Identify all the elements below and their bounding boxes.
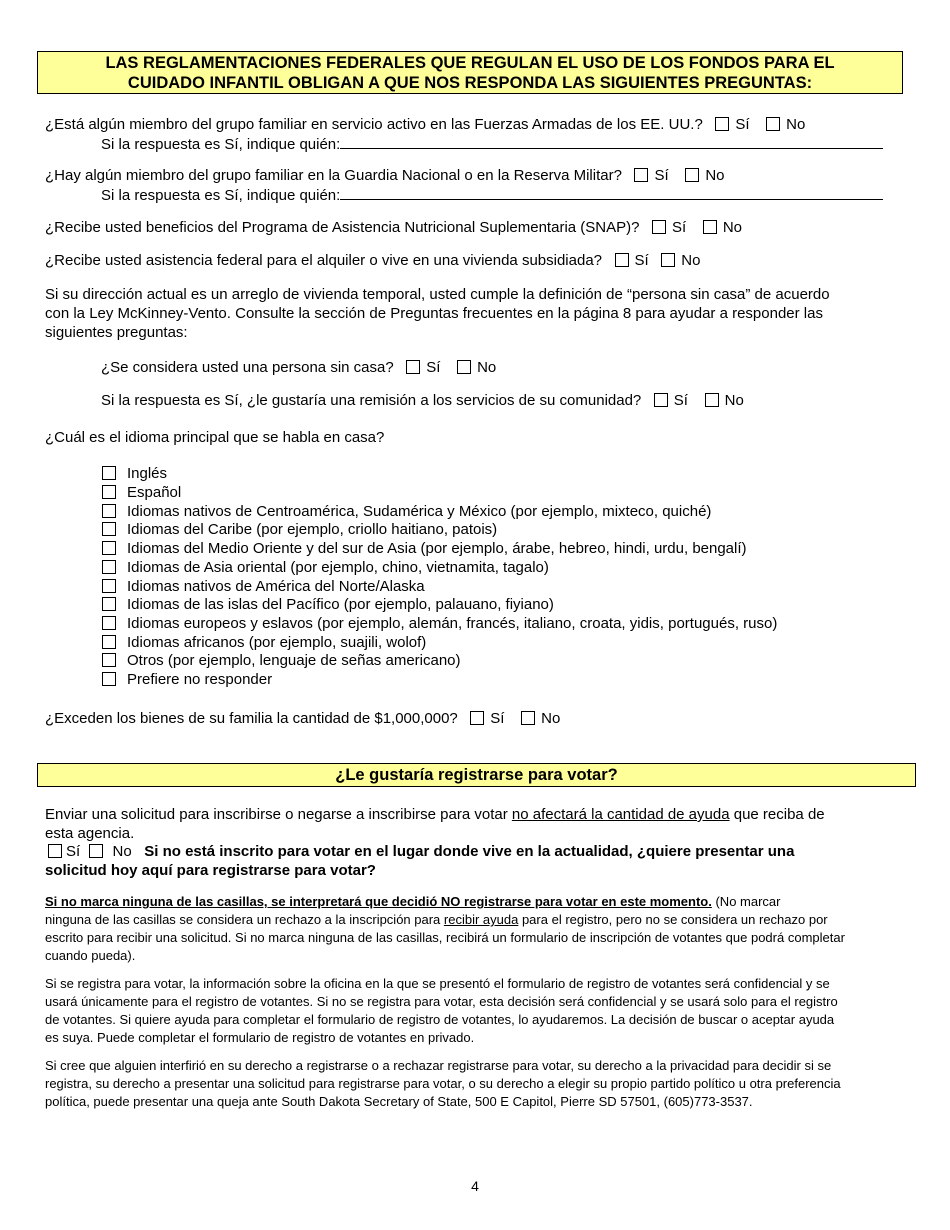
language-option[interactable]	[102, 652, 461, 671]
language-option[interactable]	[102, 578, 425, 597]
vote-intro-paragraph	[45, 805, 825, 843]
guard-no-checkbox[interactable]	[685, 168, 699, 182]
language-checkbox[interactable]	[102, 522, 116, 536]
language-checkbox[interactable]	[102, 672, 116, 686]
housing-yes-checkbox[interactable]	[615, 253, 629, 267]
language-option[interactable]	[102, 521, 497, 540]
housing-question-text: ¿Recibe usted asistencia federal para el alquiler o vive en una vivienda subsidiada?	[45, 252, 603, 269]
yes-label: Sí	[671, 219, 687, 236]
military-who-field[interactable]	[340, 134, 883, 149]
language-label: Prefiere no responder	[127, 671, 273, 688]
language-label: Idiomas nativos de América del Norte/Alaska	[127, 578, 425, 595]
guard-question-text: ¿Hay algún miembro del grupo familiar en la Guardia Nacional o en la Reserva Militar?	[45, 167, 622, 184]
complaint-paragraph	[45, 1057, 915, 1111]
language-checkbox[interactable]	[102, 541, 116, 555]
no-label: No	[681, 252, 701, 269]
language-checkbox[interactable]	[102, 635, 116, 649]
guard-followup-row	[101, 185, 883, 205]
yes-label: Sí	[673, 392, 688, 409]
no-label: No	[724, 392, 744, 409]
snap-question-row	[45, 218, 742, 237]
homeless-intro-line-2: con la Ley McKinney-Vento. Consulte la sección de Preguntas frecuentes en la página 8 para ayudar a responder las	[45, 305, 823, 322]
snap-question-text: ¿Recibe usted beneficios del Programa de Asistencia Nutricional Suplementaria (SNAP)?	[45, 219, 640, 236]
yes-label: Sí	[426, 359, 441, 376]
no-label: No	[477, 359, 497, 376]
federal-regulations-header	[37, 51, 903, 94]
warning-text: ninguna de las casillas se considera un rechazo a la inscripción para	[45, 912, 444, 927]
assets-no-checkbox[interactable]	[521, 711, 535, 725]
language-option[interactable]	[102, 671, 272, 690]
language-option[interactable]	[102, 615, 777, 634]
language-label: Español	[127, 484, 182, 501]
yes-label: Sí	[634, 252, 649, 269]
no-selection-warning	[45, 893, 915, 965]
warning-bold-text: Si no marca ninguna de las casillas, se interpretará que decidió NO registrarse para votar en este momento.	[45, 894, 712, 909]
no-label: No	[786, 116, 806, 133]
yes-label: Sí	[735, 116, 750, 133]
referral-question-row	[101, 391, 744, 410]
vote-yes-checkbox[interactable]	[48, 844, 62, 858]
housing-no-checkbox[interactable]	[661, 253, 675, 267]
confidentiality-line: usará únicamente para el registro de votantes. Si no se registra para votar, esta decisión será confidencial y se usará solo para el registro	[45, 994, 838, 1009]
language-option[interactable]	[102, 503, 711, 522]
assets-question-text: ¿Exceden los bienes de su familia la cantidad de $1,000,000?	[45, 710, 458, 727]
language-option[interactable]	[102, 559, 549, 578]
language-checkbox[interactable]	[102, 485, 116, 499]
page-number: 4	[471, 1178, 479, 1194]
language-option[interactable]	[102, 465, 167, 484]
language-label: Inglés	[127, 465, 168, 482]
homeless-no-checkbox[interactable]	[457, 360, 471, 374]
vote-no-checkbox[interactable]	[89, 844, 103, 858]
language-option[interactable]	[102, 596, 554, 615]
confidentiality-line: es suya. Puede completar el formulario de registro de votantes en privado.	[45, 1030, 475, 1045]
military-question-text: ¿Está algún miembro del grupo familiar en servicio activo en las Fuerzas Armadas de los EE. UU.?	[45, 116, 703, 133]
military-followup-row	[101, 134, 883, 154]
warning-underlined: recibir ayuda	[443, 912, 519, 927]
language-label: Idiomas del Caribe (por ejemplo, criollo haitiano, patois)	[127, 521, 498, 538]
no-label: No	[112, 843, 132, 860]
military-question-row	[45, 115, 805, 134]
assets-yes-checkbox[interactable]	[470, 711, 484, 725]
guard-question-row	[45, 166, 725, 185]
yes-label: Sí	[490, 710, 505, 727]
warning-text: para el registro, pero no se considera un rechazo por	[518, 912, 828, 927]
complaint-line: registra, su derecho a presentar una solicitud para registrarse para votar, o su derecho a elegir su propio partido político u otra preferencia	[45, 1076, 841, 1091]
warning-text: escrito para recibir una solicitud. Si no marca ninguna de las casillas, recibirá un formulario de inscripción de votantes que podrá completar	[45, 930, 845, 945]
confidentiality-line: Si se registra para votar, la información sobre la oficina en la que se presentó el formulario de registro de votantes será confidencial y se	[45, 976, 830, 991]
confidentiality-paragraph	[45, 975, 915, 1047]
yes-label: Sí	[66, 843, 81, 860]
no-label: No	[705, 167, 725, 184]
homeless-intro-line-3: siguientes preguntas:	[45, 324, 188, 341]
confidentiality-line: de votantes. Si quiere ayuda para completar el formulario de registro de votantes, lo ayudaremos. La decisión de buscar o aceptar ayuda	[45, 1012, 835, 1027]
guard-who-field[interactable]	[340, 185, 883, 200]
vote-question-line-2: solicitud hoy aquí para registrarse para votar?	[45, 862, 376, 879]
language-label: Idiomas del Medio Oriente y del sur de Asia (por ejemplo, árabe, hebreo, hindi, urdu, bengalí)	[127, 540, 747, 557]
homeless-intro-paragraph	[45, 285, 830, 342]
language-checkbox[interactable]	[102, 579, 116, 593]
language-checkbox[interactable]	[102, 560, 116, 574]
language-option[interactable]	[102, 540, 747, 559]
voter-registration-header: ¿Le gustaría registrarse para votar?	[37, 763, 916, 787]
language-label: Idiomas de Asia oriental (por ejemplo, chino, vietnamita, tagalo)	[127, 559, 549, 576]
housing-question-row	[45, 251, 700, 270]
vote-intro-text: Enviar una solicitud para inscribirse o negarse a inscribirse para votar	[45, 806, 512, 823]
homeless-intro-line-1: Si su dirección actual es un arreglo de vivienda temporal, usted cumple la definición de “persona sin casa” de acuerdo	[45, 286, 830, 303]
language-label: Otros (por ejemplo, lenguaje de señas americano)	[127, 652, 461, 669]
guard-yes-checkbox[interactable]	[634, 168, 648, 182]
homeless-yes-checkbox[interactable]	[406, 360, 420, 374]
language-label: Idiomas nativos de Centroamérica, Sudamérica y México (por ejemplo, mixteco, quiché)	[127, 503, 712, 520]
language-label: Idiomas europeos y eslavos (por ejemplo, alemán, francés, italiano, croata, yidis, portugués, ruso)	[127, 615, 778, 632]
vote-question-row	[48, 842, 794, 861]
vote-intro-line-2: esta agencia.	[45, 825, 135, 842]
homeless-question-row	[101, 358, 496, 377]
guard-followup-label: Si la respuesta es Sí, indique quién:	[101, 187, 341, 204]
referral-question-text: Si la respuesta es Sí, ¿le gustaría una remisión a los servicios de su comunidad?	[101, 392, 642, 409]
header-line-1: LAS REGLAMENTACIONES FEDERALES QUE REGULAN EL USO DE LOS FONDOS PARA EL	[105, 54, 835, 72]
complaint-line: Si cree que alguien interfirió en su derecho a registrarse o a rechazar registrarse para votar, su derecho a la privacidad para decidir si se	[45, 1058, 832, 1073]
language-checkbox[interactable]	[102, 597, 116, 611]
language-option[interactable]	[102, 484, 181, 503]
complaint-line: política, puede presentar una queja ante South Dakota Secretary of State, 500 E Capitol, Pierre SD 57501, (605)773-3537.	[45, 1094, 753, 1109]
assets-question-row	[45, 709, 560, 728]
language-checkbox[interactable]	[102, 653, 116, 667]
vote-intro-underlined: no afectará la cantidad de ayuda	[511, 806, 730, 823]
no-label: No	[722, 219, 743, 236]
snap-no-checkbox[interactable]	[703, 220, 717, 234]
military-yes-checkbox[interactable]	[715, 117, 729, 131]
vote-intro-text-end: que reciba de	[729, 806, 825, 823]
military-followup-label: Si la respuesta es Sí, indique quién:	[101, 136, 341, 153]
language-label: Idiomas de las islas del Pacífico (por ejemplo, palauano, fiyiano)	[127, 596, 554, 613]
referral-no-checkbox[interactable]	[705, 393, 719, 407]
military-no-checkbox[interactable]	[766, 117, 780, 131]
yes-label: Sí	[654, 167, 669, 184]
homeless-question-text: ¿Se considera usted una persona sin casa?	[101, 359, 394, 376]
no-label: No	[541, 710, 561, 727]
language-checkbox[interactable]	[102, 616, 116, 630]
referral-yes-checkbox[interactable]	[654, 393, 668, 407]
warning-text: (No marcar	[711, 894, 781, 909]
vote-question-line-1: Si no está inscrito para votar en el lugar donde vive en la actualidad, ¿quiere presentar una	[144, 843, 795, 860]
language-checkbox[interactable]	[102, 504, 116, 518]
language-label: Idiomas africanos (por ejemplo, suajili, wolof)	[127, 634, 427, 651]
snap-yes-checkbox[interactable]	[652, 220, 666, 234]
language-option[interactable]	[102, 634, 426, 653]
warning-text: cuando pueda).	[45, 948, 136, 963]
language-question-text: ¿Cuál es el idioma principal que se habla en casa?	[45, 429, 385, 446]
language-checkbox[interactable]	[102, 466, 116, 480]
header-line-2: CUIDADO INFANTIL OBLIGAN A QUE NOS RESPONDA LAS SIGUIENTES PREGUNTAS:	[127, 74, 813, 92]
